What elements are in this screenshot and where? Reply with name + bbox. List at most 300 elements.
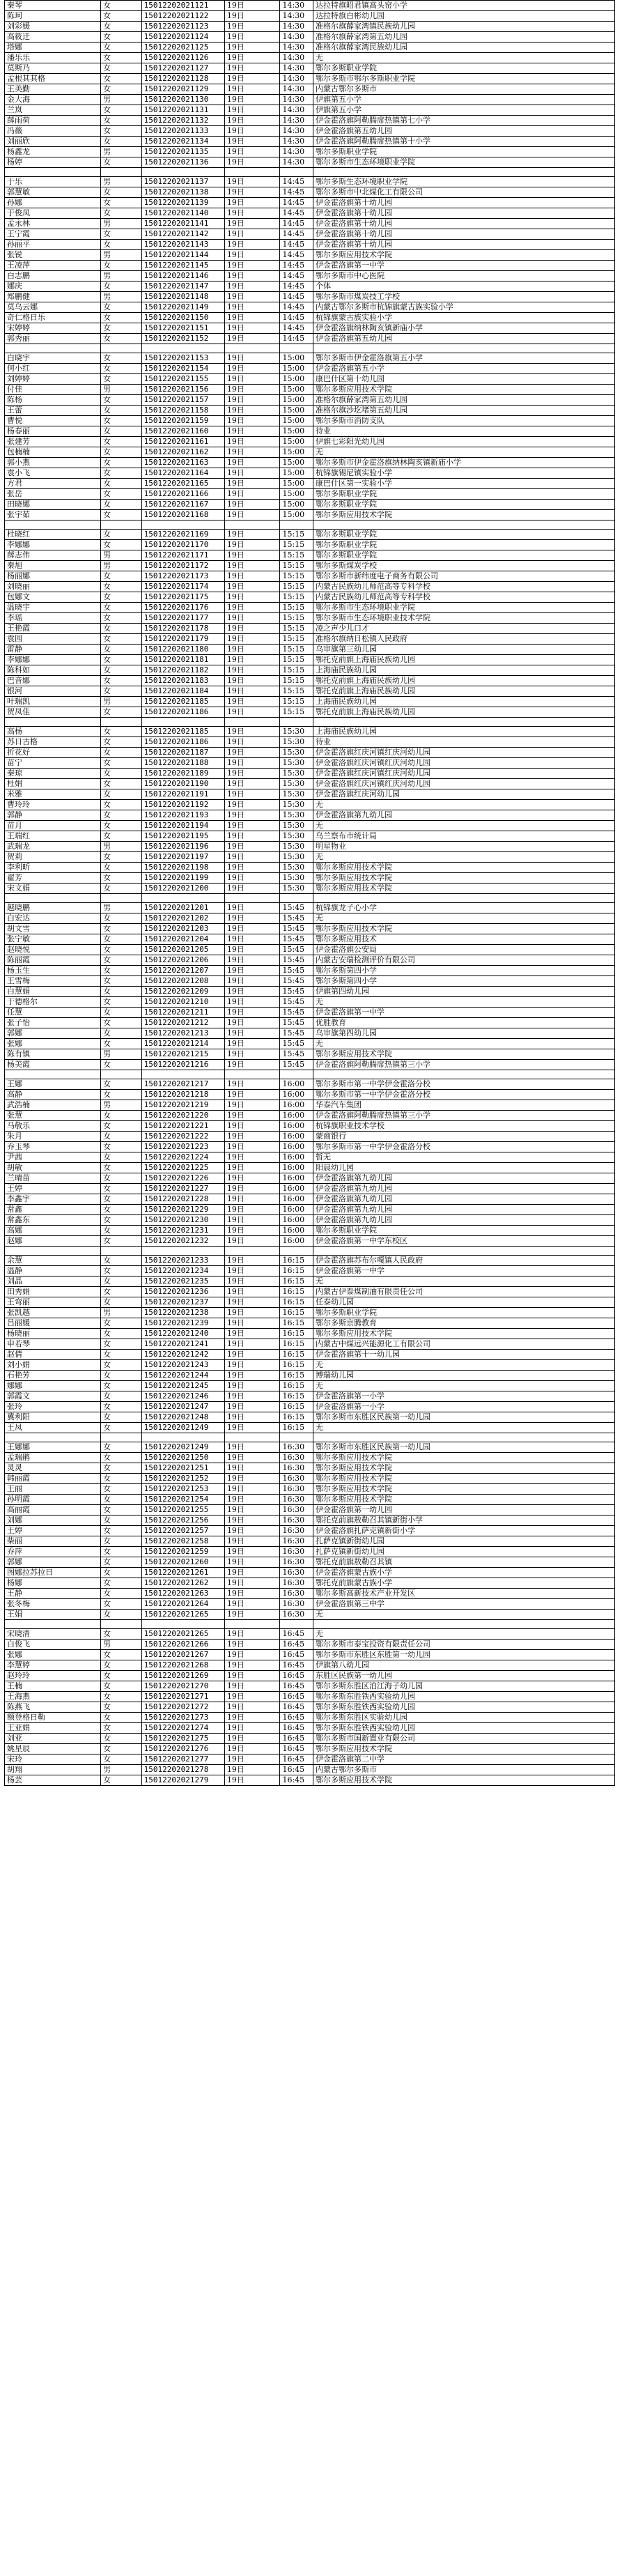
exam-id-cell: 15012202021195	[141, 831, 224, 842]
exam-id-cell: 15012202021270	[141, 1681, 224, 1692]
time-cell: 16:45	[280, 1713, 313, 1723]
sex-cell: 女	[101, 1557, 142, 1568]
name-cell: 冀利阳	[5, 1412, 101, 1423]
table-row	[5, 676, 615, 686]
exam-id-cell: 15012202021156	[141, 385, 224, 395]
table-row	[5, 1402, 615, 1412]
time-cell: 16:15	[280, 1329, 313, 1339]
sex-cell: 女	[101, 116, 142, 126]
unit-cell: 鄂尔多斯东胜区泊江海子幼儿园	[313, 1681, 614, 1692]
time-cell: 15:00	[280, 353, 313, 364]
empty-cell	[5, 1620, 101, 1629]
empty-cell	[224, 168, 280, 177]
time-cell: 14:30	[280, 84, 313, 95]
unit-cell: 伊旗第五小学	[313, 95, 614, 105]
date-cell: 19日	[224, 1039, 280, 1049]
name-cell: 杨春丽	[5, 426, 101, 437]
unit-cell: 伊金霍洛旗阿勒腾席热镇第三小学	[313, 1111, 614, 1121]
name-cell: 金大海	[5, 95, 101, 105]
empty-cell	[224, 718, 280, 727]
name-cell: 朱月	[5, 1132, 101, 1142]
name-cell: 胡翔	[5, 1765, 101, 1775]
sex-cell: 女	[101, 489, 142, 500]
table-row	[5, 1008, 615, 1018]
name-cell: 张子怡	[5, 1018, 101, 1028]
name-cell: 宋晓清	[5, 1629, 101, 1640]
date-cell: 19日	[224, 676, 280, 686]
sex-cell: 女	[101, 1775, 142, 1786]
exam-id-cell: 15012202021180	[141, 645, 224, 655]
table-row	[5, 95, 615, 105]
sex-cell: 女	[101, 1079, 142, 1090]
exam-id-cell: 15012202021169	[141, 530, 224, 540]
time-cell: 16:30	[280, 1557, 313, 1568]
table-row	[5, 1568, 615, 1578]
table-row	[5, 1339, 615, 1350]
name-cell: 王宁霞	[5, 229, 101, 240]
unit-cell: 乌审旗第三幼儿园	[313, 645, 614, 655]
table-row	[5, 334, 615, 344]
unit-cell: 准格尔旗沙圪堵第五幼儿园	[313, 406, 614, 416]
unit-cell: 待业	[313, 426, 614, 437]
time-cell: 14:45	[280, 240, 313, 250]
unit-cell: 鄂托克前旗敖勒召其镇新街小学	[313, 1515, 614, 1526]
exam-id-cell: 15012202021181	[141, 655, 224, 665]
time-cell: 15:30	[280, 852, 313, 863]
unit-cell: 鄂托克前旗上海庙民族幼儿园	[313, 655, 614, 665]
date-cell: 19日	[224, 1557, 280, 1568]
exam-id-cell: 15012202021179	[141, 634, 224, 645]
time-cell: 15:15	[280, 624, 313, 634]
empty-cell	[313, 1247, 614, 1256]
empty-cell	[280, 344, 313, 353]
name-cell: 银河	[5, 686, 101, 697]
name-cell: 孙丽平	[5, 240, 101, 250]
sex-cell: 女	[101, 1442, 142, 1453]
unit-cell: 伊旗第五小学	[313, 105, 614, 116]
group-separator-row	[5, 894, 615, 903]
exam-id-cell: 15012202021174	[141, 582, 224, 592]
sex-cell: 男	[101, 1049, 142, 1060]
sex-cell: 女	[101, 126, 142, 137]
unit-cell: 伊旗七彩阳光幼儿园	[313, 437, 614, 447]
exam-id-cell: 15012202021141	[141, 219, 224, 229]
time-cell: 16:00	[280, 1194, 313, 1205]
table-row	[5, 1152, 615, 1163]
date-cell: 19日	[224, 1100, 280, 1111]
name-cell: 娜娜	[5, 1381, 101, 1391]
date-cell: 19日	[224, 924, 280, 934]
name-cell: 杨鑫龙	[5, 147, 101, 157]
exam-id-cell: 15012202021161	[141, 437, 224, 447]
unit-cell: 鄂尔多斯市东胜区东胜第一幼儿园	[313, 1650, 614, 1660]
date-cell: 19日	[224, 250, 280, 261]
sex-cell: 女	[101, 22, 142, 32]
time-cell: 16:15	[280, 1287, 313, 1297]
date-cell: 19日	[224, 416, 280, 426]
sex-cell: 女	[101, 1277, 142, 1287]
unit-cell: 伊金霍洛旗扎萨克镇新街小学	[313, 1526, 614, 1536]
exam-id-cell: 15012202021140	[141, 208, 224, 219]
unit-cell: 伊金霍洛旗第一中学东校区	[313, 1236, 614, 1247]
empty-cell	[141, 168, 224, 177]
date-cell: 19日	[224, 624, 280, 634]
table-row	[5, 1215, 615, 1226]
empty-cell	[280, 520, 313, 530]
sex-cell: 女	[101, 1194, 142, 1205]
sex-cell: 男	[101, 903, 142, 913]
exam-id-cell: 15012202021259	[141, 1547, 224, 1557]
name-cell: 冯薇	[5, 126, 101, 137]
unit-cell: 鄂尔多斯应用技术学院	[313, 385, 614, 395]
time-cell: 16:15	[280, 1277, 313, 1287]
time-cell: 15:15	[280, 603, 313, 613]
date-cell: 19日	[224, 748, 280, 758]
table-row	[5, 707, 615, 718]
table-row	[5, 437, 615, 447]
group-separator-row	[5, 344, 615, 353]
table-row	[5, 884, 615, 894]
date-cell: 19日	[224, 842, 280, 852]
sex-cell: 女	[101, 1028, 142, 1039]
date-cell: 19日	[224, 655, 280, 665]
name-cell: 田晓娜	[5, 500, 101, 510]
sex-cell: 男	[101, 1308, 142, 1318]
table-row	[5, 1318, 615, 1329]
unit-cell: 无	[313, 447, 614, 458]
unit-cell: 鄂尔多斯应用技术学院	[313, 1744, 614, 1754]
sex-cell: 男	[101, 385, 142, 395]
empty-cell	[280, 718, 313, 727]
name-cell: 杨芸	[5, 1775, 101, 1786]
table-row	[5, 500, 615, 510]
name-cell: 宋文娟	[5, 884, 101, 894]
date-cell: 19日	[224, 157, 280, 168]
exam-id-cell: 15012202021204	[141, 934, 224, 945]
time-cell: 15:00	[280, 385, 313, 395]
unit-cell: 伊金霍洛旗红庆河镇红庆河幼儿园	[313, 779, 614, 789]
sex-cell: 女	[101, 406, 142, 416]
exam-id-cell: 15012202021216	[141, 1060, 224, 1070]
unit-cell: 准格尔旗薛家湾镇民族幼儿园	[313, 22, 614, 32]
sex-cell: 女	[101, 447, 142, 458]
exam-id-cell: 15012202021231	[141, 1226, 224, 1236]
time-cell: 16:45	[280, 1640, 313, 1650]
date-cell: 19日	[224, 198, 280, 208]
table-row	[5, 1329, 615, 1339]
sex-cell: 女	[101, 831, 142, 842]
time-cell: 15:15	[280, 707, 313, 718]
time-cell: 15:00	[280, 437, 313, 447]
name-cell: 王弯丽	[5, 1297, 101, 1308]
date-cell: 19日	[224, 634, 280, 645]
date-cell: 19日	[224, 1536, 280, 1547]
table-row	[5, 229, 615, 240]
table-row	[5, 302, 615, 313]
unit-cell: 内蒙古民族幼儿师范高等专科学校	[313, 592, 614, 603]
exam-id-cell: 15012202021206	[141, 955, 224, 966]
empty-cell	[313, 718, 614, 727]
name-cell: 常鑫东	[5, 1215, 101, 1226]
time-cell: 14:30	[280, 105, 313, 116]
date-cell: 19日	[224, 1610, 280, 1620]
name-cell: 王凌萍	[5, 261, 101, 271]
unit-cell: 准格尔旗薛家湾第五幼儿园	[313, 395, 614, 406]
time-cell: 16:30	[280, 1578, 313, 1589]
date-cell: 19日	[224, 74, 280, 84]
table-row	[5, 789, 615, 800]
time-cell: 15:15	[280, 540, 313, 550]
sex-cell: 女	[101, 1423, 142, 1433]
unit-cell: 伊金霍洛旗第十一幼儿园	[313, 1350, 614, 1360]
name-cell: 乔萍	[5, 1547, 101, 1557]
unit-cell: 无	[313, 53, 614, 63]
exam-id-cell: 15012202021128	[141, 74, 224, 84]
unit-cell: 无	[313, 1610, 614, 1620]
date-cell: 19日	[224, 686, 280, 697]
table-row	[5, 271, 615, 281]
time-cell: 16:15	[280, 1339, 313, 1350]
name-cell: 柴丽	[5, 1536, 101, 1547]
table-row	[5, 571, 615, 582]
sex-cell: 男	[101, 95, 142, 105]
time-cell: 15:00	[280, 395, 313, 406]
date-cell: 19日	[224, 1660, 280, 1671]
sex-cell: 女	[101, 458, 142, 468]
sex-cell: 女	[101, 84, 142, 95]
sex-cell: 女	[101, 437, 142, 447]
group-separator-row	[5, 1070, 615, 1079]
exam-id-cell: 15012202021192	[141, 800, 224, 810]
exam-id-cell: 15012202021154	[141, 364, 224, 374]
sex-cell: 女	[101, 686, 142, 697]
table-row	[5, 997, 615, 1008]
sex-cell: 女	[101, 1734, 142, 1744]
table-row	[5, 976, 615, 987]
exam-id-cell: 15012202021255	[141, 1505, 224, 1515]
table-row	[5, 1236, 615, 1247]
time-cell: 16:00	[280, 1121, 313, 1132]
time-cell: 14:30	[280, 11, 313, 22]
table-row	[5, 1266, 615, 1277]
exam-id-cell: 15012202021134	[141, 137, 224, 147]
date-cell: 19日	[224, 976, 280, 987]
date-cell: 19日	[224, 1297, 280, 1308]
unit-cell: 伊金霍洛旗第十幼儿园	[313, 219, 614, 229]
name-cell: 刘晓丽	[5, 582, 101, 592]
empty-cell	[313, 520, 614, 530]
empty-cell	[101, 344, 142, 353]
table-row	[5, 1350, 615, 1360]
table-row	[5, 1111, 615, 1121]
time-cell: 14:30	[280, 116, 313, 126]
time-cell: 14:45	[280, 271, 313, 281]
exam-id-cell: 15012202021266	[141, 1640, 224, 1650]
sex-cell: 女	[101, 240, 142, 250]
time-cell: 16:45	[280, 1775, 313, 1786]
exam-id-cell: 15012202021153	[141, 353, 224, 364]
name-cell: 叶瑞凯	[5, 697, 101, 707]
table-row	[5, 1463, 615, 1474]
date-cell: 19日	[224, 208, 280, 219]
name-cell: 杨玉生	[5, 966, 101, 976]
table-row	[5, 582, 615, 592]
table-row	[5, 219, 615, 229]
unit-cell: 鄂尔多斯市东胜区民族第一幼儿园	[313, 1442, 614, 1453]
table-row	[5, 187, 615, 198]
unit-cell: 伊金霍洛旗第十幼儿园	[313, 208, 614, 219]
time-cell: 14:30	[280, 43, 313, 53]
sex-cell: 女	[101, 187, 142, 198]
sex-cell: 女	[101, 530, 142, 540]
sex-cell: 女	[101, 1463, 142, 1474]
date-cell: 19日	[224, 187, 280, 198]
unit-cell: 鄂尔多斯职业学院	[313, 489, 614, 500]
sex-cell: 男	[101, 1765, 142, 1775]
date-cell: 19日	[224, 1205, 280, 1215]
name-cell: 王艳霞	[5, 624, 101, 634]
table-row	[5, 1453, 615, 1463]
table-row	[5, 769, 615, 779]
time-cell: 15:45	[280, 1049, 313, 1060]
empty-cell	[101, 1433, 142, 1442]
unit-cell: 伊金霍洛旗第五小学	[313, 364, 614, 374]
exam-id-cell: 15012202021214	[141, 1039, 224, 1049]
time-cell: 16:30	[280, 1463, 313, 1474]
table-row	[5, 779, 615, 789]
name-cell: 宋玲	[5, 1754, 101, 1765]
name-cell: 张冬梅	[5, 1599, 101, 1610]
table-row	[5, 1723, 615, 1734]
sex-cell: 女	[101, 53, 142, 63]
time-cell: 16:30	[280, 1599, 313, 1610]
unit-cell: 鄂托克前旗上海庙民族幼儿园	[313, 707, 614, 718]
exam-id-cell: 15012202021240	[141, 1329, 224, 1339]
table-row	[5, 53, 615, 63]
time-cell: 16:45	[280, 1629, 313, 1640]
name-cell: 苗宁	[5, 758, 101, 769]
exam-id-cell: 15012202021264	[141, 1599, 224, 1610]
date-cell: 19日	[224, 1568, 280, 1578]
exam-id-cell: 15012202021212	[141, 1018, 224, 1028]
time-cell: 15:30	[280, 863, 313, 873]
time-cell: 16:15	[280, 1371, 313, 1381]
time-cell: 14:45	[280, 281, 313, 292]
exam-id-cell: 15012202021252	[141, 1474, 224, 1484]
unit-cell: 鄂托克前旗上海庙民族幼儿园	[313, 676, 614, 686]
empty-cell	[5, 1247, 101, 1256]
empty-cell	[5, 168, 101, 177]
time-cell: 15:15	[280, 530, 313, 540]
sex-cell: 女	[101, 1453, 142, 1463]
name-cell: 于俊凤	[5, 208, 101, 219]
table-row	[5, 1090, 615, 1100]
date-cell: 19日	[224, 1090, 280, 1100]
date-cell: 19日	[224, 873, 280, 884]
sex-cell: 女	[101, 1713, 142, 1723]
group-separator-row	[5, 1247, 615, 1256]
exam-id-cell: 15012202021143	[141, 240, 224, 250]
sex-cell: 男	[101, 271, 142, 281]
exam-id-cell: 15012202021188	[141, 758, 224, 769]
unit-cell: 康巴什区第十幼儿园	[313, 374, 614, 385]
table-row	[5, 665, 615, 676]
unit-cell: 伊旗第四幼儿园	[313, 987, 614, 997]
time-cell: 16:45	[280, 1765, 313, 1775]
date-cell: 19日	[224, 1495, 280, 1505]
time-cell: 15:00	[280, 406, 313, 416]
date-cell: 19日	[224, 800, 280, 810]
table-row	[5, 1505, 615, 1515]
unit-cell: 伊金霍洛旗第五幼儿园	[313, 126, 614, 137]
name-cell: 王凤	[5, 1423, 101, 1433]
date-cell: 19日	[224, 240, 280, 250]
sex-cell: 女	[101, 800, 142, 810]
unit-cell: 无	[313, 1381, 614, 1391]
date-cell: 19日	[224, 479, 280, 489]
empty-cell	[280, 1620, 313, 1629]
sex-cell: 女	[101, 302, 142, 313]
date-cell: 19日	[224, 458, 280, 468]
exam-id-cell: 15012202021245	[141, 1381, 224, 1391]
time-cell: 16:30	[280, 1589, 313, 1599]
unit-cell: 优胜教育	[313, 1018, 614, 1028]
exam-id-cell: 15012202021146	[141, 271, 224, 281]
date-cell: 19日	[224, 769, 280, 779]
empty-cell	[224, 1620, 280, 1629]
table-row	[5, 208, 615, 219]
name-cell: 陈丽霞	[5, 955, 101, 966]
date-cell: 19日	[224, 313, 280, 323]
date-cell: 19日	[224, 95, 280, 105]
date-cell: 19日	[224, 613, 280, 624]
name-cell: 温晓宇	[5, 603, 101, 613]
exam-id-cell: 15012202021184	[141, 686, 224, 697]
date-cell: 19日	[224, 271, 280, 281]
time-cell: 14:45	[280, 198, 313, 208]
empty-cell	[101, 894, 142, 903]
name-cell: 张宁敏	[5, 934, 101, 945]
date-cell: 19日	[224, 987, 280, 997]
unit-cell: 伊金霍洛旗阿勒腾席热镇第十小学	[313, 137, 614, 147]
empty-cell	[313, 1433, 614, 1442]
exam-id-cell: 15012202021198	[141, 863, 224, 873]
name-cell: 包楠楠	[5, 447, 101, 458]
date-cell: 19日	[224, 116, 280, 126]
empty-cell	[224, 1433, 280, 1442]
sex-cell: 女	[101, 1018, 142, 1028]
unit-cell: 鄂尔多斯市第一中学伊金霍洛分校	[313, 1090, 614, 1100]
name-cell: 高娜	[5, 1226, 101, 1236]
exam-id-cell: 15012202021210	[141, 997, 224, 1008]
date-cell: 19日	[224, 302, 280, 313]
date-cell: 19日	[224, 374, 280, 385]
unit-cell: 蒙商银行	[313, 1132, 614, 1142]
date-cell: 19日	[224, 1453, 280, 1463]
exam-id-cell: 15012202021137	[141, 177, 224, 187]
time-cell: 16:00	[280, 1205, 313, 1215]
time-cell: 15:15	[280, 550, 313, 561]
time-cell: 16:45	[280, 1692, 313, 1702]
unit-cell: 伊金霍洛旗第一中学	[313, 1266, 614, 1277]
date-cell: 19日	[224, 884, 280, 894]
exam-id-cell: 15012202021249	[141, 1423, 224, 1433]
name-cell: 李慧婷	[5, 1660, 101, 1671]
sex-cell: 女	[101, 1589, 142, 1599]
sex-cell: 女	[101, 1402, 142, 1412]
table-row	[5, 1412, 615, 1423]
time-cell: 16:15	[280, 1360, 313, 1371]
